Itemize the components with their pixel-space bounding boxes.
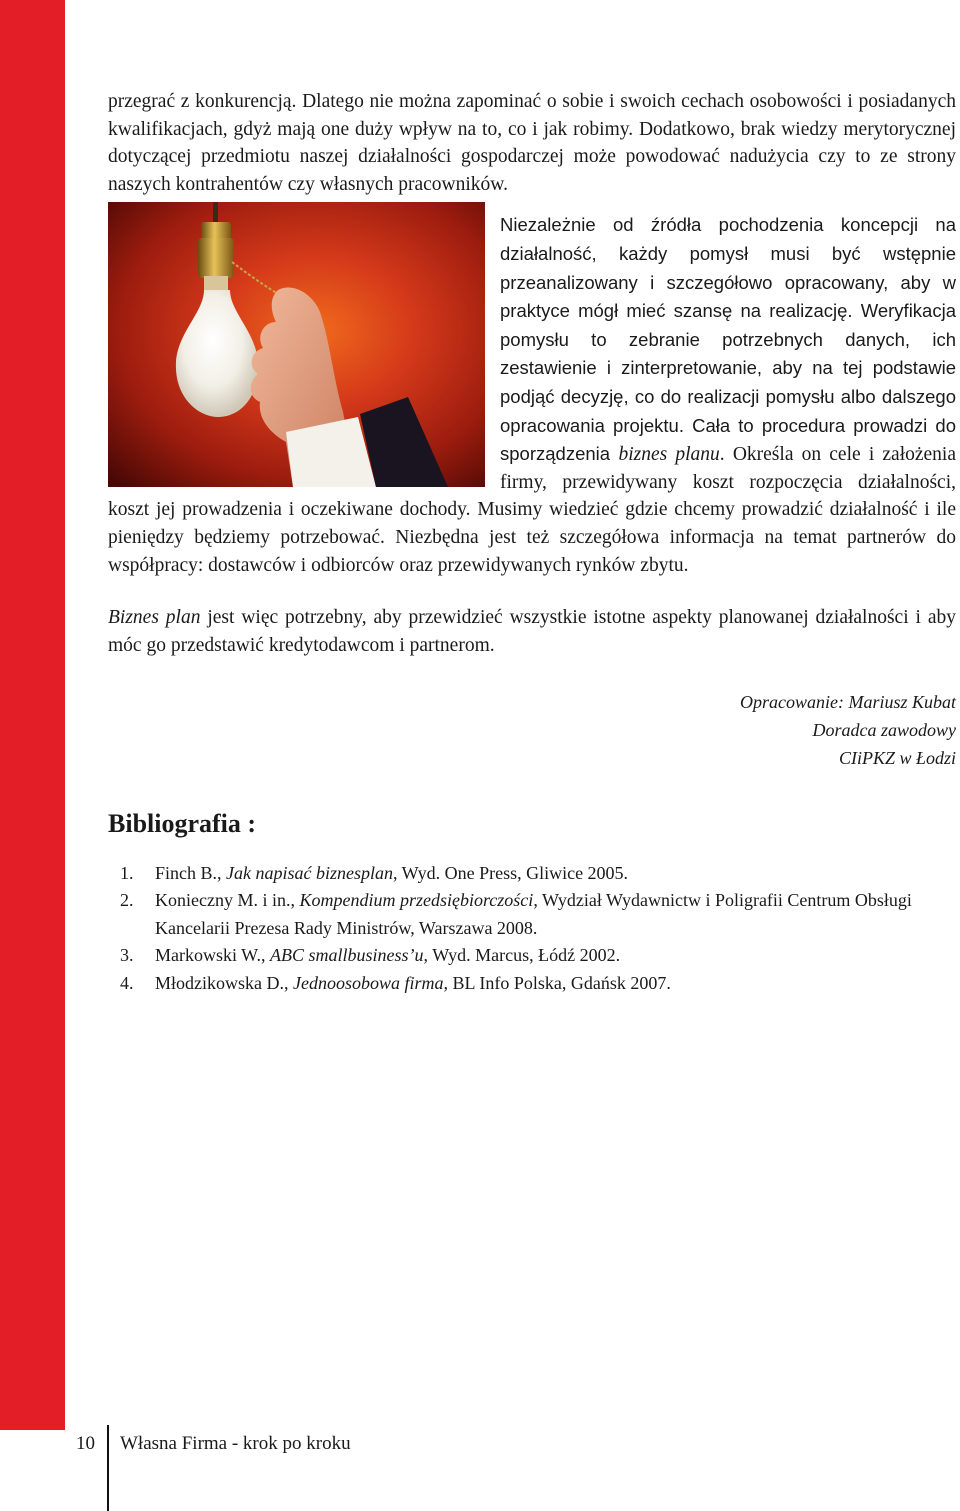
signature-line-author: Opracowanie: Mariusz Kubat (740, 692, 956, 713)
item-title: Kompendium przedsiębiorczości (299, 890, 534, 911)
bibliography-item (108, 942, 956, 970)
page-content (108, 88, 956, 997)
signature-line-role: Doradca zawodowy (812, 720, 956, 741)
item-number: 3. (120, 945, 134, 966)
item-author: Młodzikowska D., (155, 972, 293, 993)
intro-paragraph: przegrać z konkurencją. Dlatego nie można zapominać o sobie i swoich cechach osobowości i posiadanych kwalifikacjach, gdyż mają one duży wpływ na to, co i jak robimy. Dodatkowo, brak wiedzy merytorycznej dotyczącej przedmiotu naszej działalności gospodarczej może powodować nadużycia czy to ze strony naszych kontrahentów czy własnych pracowników. (108, 91, 956, 195)
red-side-bar (0, 0, 65, 1430)
bibliography-item (108, 970, 956, 998)
summary-paragraph (108, 604, 956, 659)
bibliography-list (108, 860, 956, 998)
item-number: 2. (120, 890, 134, 911)
italic-term: biznes planu (618, 444, 720, 466)
summary-text: jest więc potrzebny, aby przewidzieć wszystkie istotne aspekty planowanej działalności i aby móc go przedstawić kredytodawcom i partnerom. (108, 607, 956, 656)
author-signature (108, 688, 956, 772)
item-author: Konieczny M. i in., (155, 890, 300, 911)
item-title: Jak napisać biznesplan (226, 862, 393, 883)
item-publisher: , Wyd. Marcus, Łódź 2002. (423, 945, 621, 966)
item-publisher: , BL Info Polska, Gdańsk 2007. (443, 972, 671, 993)
item-number: 4. (120, 972, 134, 993)
italic-term: Biznes plan (108, 607, 201, 629)
page-footer (0, 1425, 960, 1511)
item-author: Markowski W., (155, 945, 271, 966)
signature-line-institution: CIiPKZ w Łodzi (838, 748, 956, 769)
item-number: 1. (120, 862, 134, 883)
bibliography-heading: Bibliografia : (108, 809, 257, 839)
bibliography-item (108, 860, 956, 888)
paragraph-lead-text: Niezależnie od źródła pochodzenia koncepcji na działalność, każdy pomysł musi być wstępnie przeanalizowany i szczegółowo opracowany, aby w praktyce mógł mieć szansę na realizację. Weryfikacja pomysłu to zebranie potrzebnych danych, ich zestawienie i zinterpretowanie, aby na tej podstawie podjąć decyzję, co do realizacji pomysłu albo dalszego opracowania projektu. Cała to procedura prowadzi do sporządzenia (500, 214, 956, 465)
item-publisher: , Wydział Wydawnictw i Poligrafii Centrum Obsługi Kancelarii Prezesa Rady Ministrów, Warszawa 2008. (155, 890, 912, 938)
item-author: Finch B., (155, 862, 227, 883)
item-title: Jednoosobowa firma (293, 972, 444, 993)
paragraph-rest-text: . Określa on cele i założenia firmy, przewidywany koszt rozpoczęcia działalności, koszt jej prowadzenia i oczekiwane dochody. Musimy wiedzieć gdzie chcemy prowadzić działalność i ile pieniędzy będziemy potrzebować. Niezbędna jest też szczegółowa informacja na temat partnerów do współpracy: dostawców i odbiorców oraz przewidywanych rynków zbytu. (108, 444, 956, 576)
page-number: 10 (76, 1433, 95, 1454)
publication-title: Własna Firma - krok po kroku (120, 1433, 351, 1454)
item-title: ABC smallbusiness’u (270, 945, 424, 966)
item-publisher: , Wyd. One Press, Gliwice 2005. (393, 862, 629, 883)
bibliography-item (108, 887, 956, 942)
footer-divider (107, 1425, 109, 1511)
lightbulb-photo (108, 202, 485, 487)
